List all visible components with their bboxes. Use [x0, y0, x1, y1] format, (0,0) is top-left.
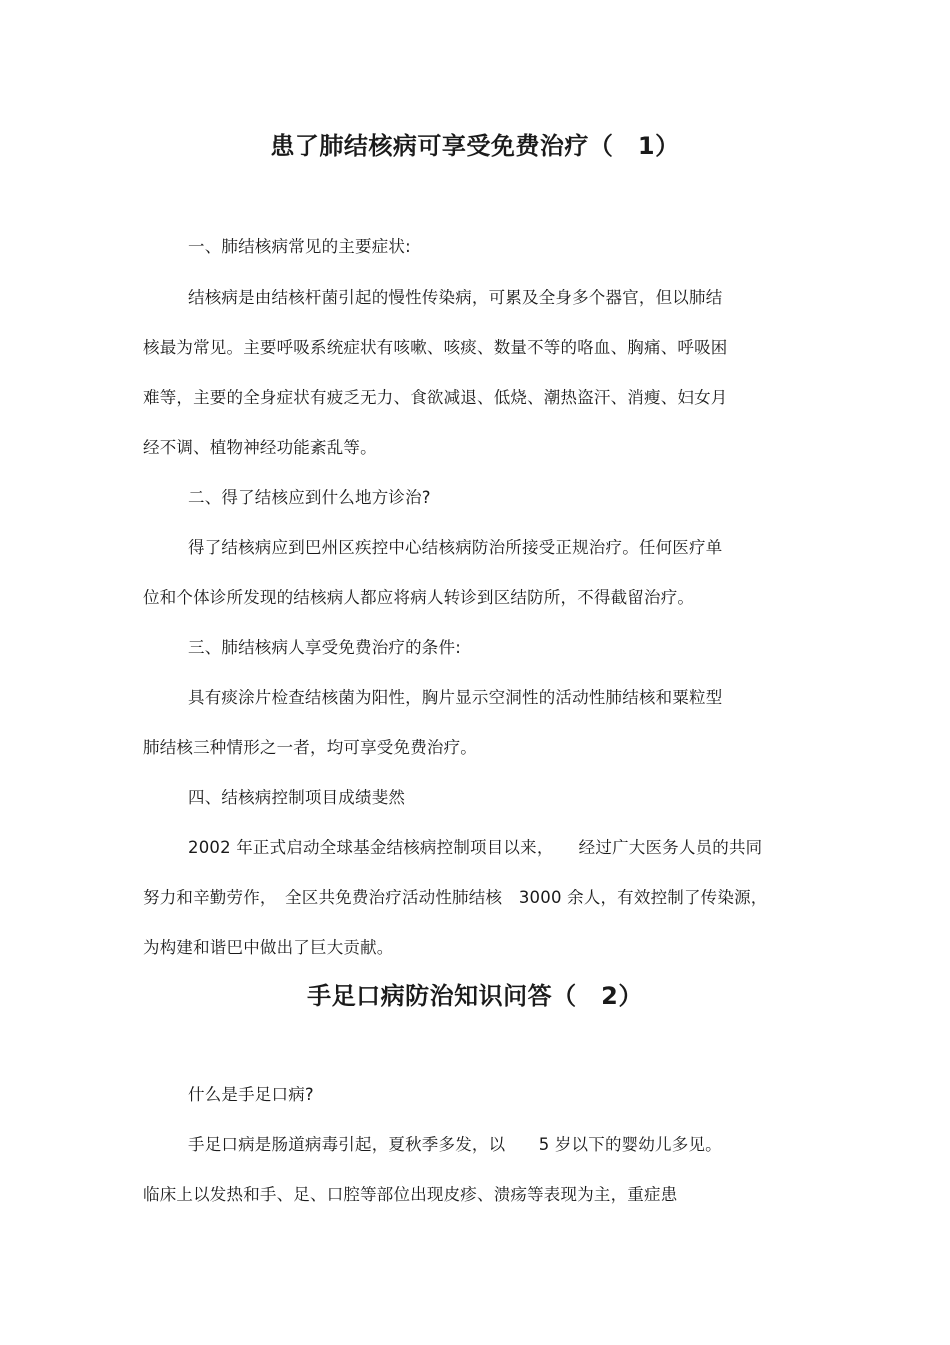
- section2-para1-line2: 临床上以发热和手、足、口腔等部位出现皮疹、溃疡等表现为主，重症患: [143, 1185, 678, 1204]
- section1-para1-line1: 结核病是由结核杆菌引起的慢性传染病，可累及全身多个器官，但以肺结: [188, 288, 723, 307]
- section1-heading-2: 二、得了结核应到什么地方诊治?: [188, 488, 431, 507]
- section1-para1-line4: 经不调、植物神经功能紊乱等。: [143, 438, 377, 457]
- section1-heading-1: 一、肺结核病常见的主要症状:: [188, 237, 411, 256]
- section1-heading-3: 三、肺结核病人享受免费治疗的条件:: [188, 638, 461, 657]
- section1-para4-line1: 2002 年正式启动全球基金结核病控制项目以来， 经过广大医务人员的共同: [188, 838, 763, 857]
- section2-para1-line1: 手足口病是肠道病毒引起，夏秋季多发，以 5 岁以下的婴幼儿多见。: [188, 1135, 722, 1154]
- section1-para3-line2: 肺结核三种情形之一者，均可享受免费治疗。: [143, 738, 477, 757]
- section1-para4-line3: 为构建和谐巴中做出了巨大贡献。: [143, 938, 394, 957]
- section1-heading-4: 四、结核病控制项目成绩斐然: [188, 788, 406, 807]
- section1-para1-line2: 核最为常见。主要呼吸系统症状有咳嗽、咳痰、数量不等的咯血、胸痛、呼吸困: [143, 338, 728, 357]
- section1-para4-line2: 努力和辛勤劳作， 全区共免费治疗活动性肺结核 3000 余人，有效控制了传染源，: [143, 888, 768, 907]
- section1-para2-line2: 位和个体诊所发现的结核病人都应将病人转诊到区结防所，不得截留治疗。: [143, 588, 695, 607]
- section2-title: 手足口病防治知识问答（ 2）: [307, 982, 643, 1010]
- section1-para2-line1: 得了结核病应到巴州区疾控中心结核病防治所接受正规治疗。任何医疗单: [188, 538, 723, 557]
- section1-para1-line3: 难等，主要的全身症状有疲乏无力、食欲减退、低烧、潮热盗汗、消瘦、妇女月: [143, 388, 728, 407]
- section1-para3-line1: 具有痰涂片检查结核菌为阳性，胸片显示空洞性的活动性肺结核和粟粒型: [188, 688, 723, 707]
- section1-title: 患了肺结核病可享受免费治疗（ 1）: [270, 132, 680, 160]
- section2-question-1: 什么是手足口病?: [188, 1085, 314, 1104]
